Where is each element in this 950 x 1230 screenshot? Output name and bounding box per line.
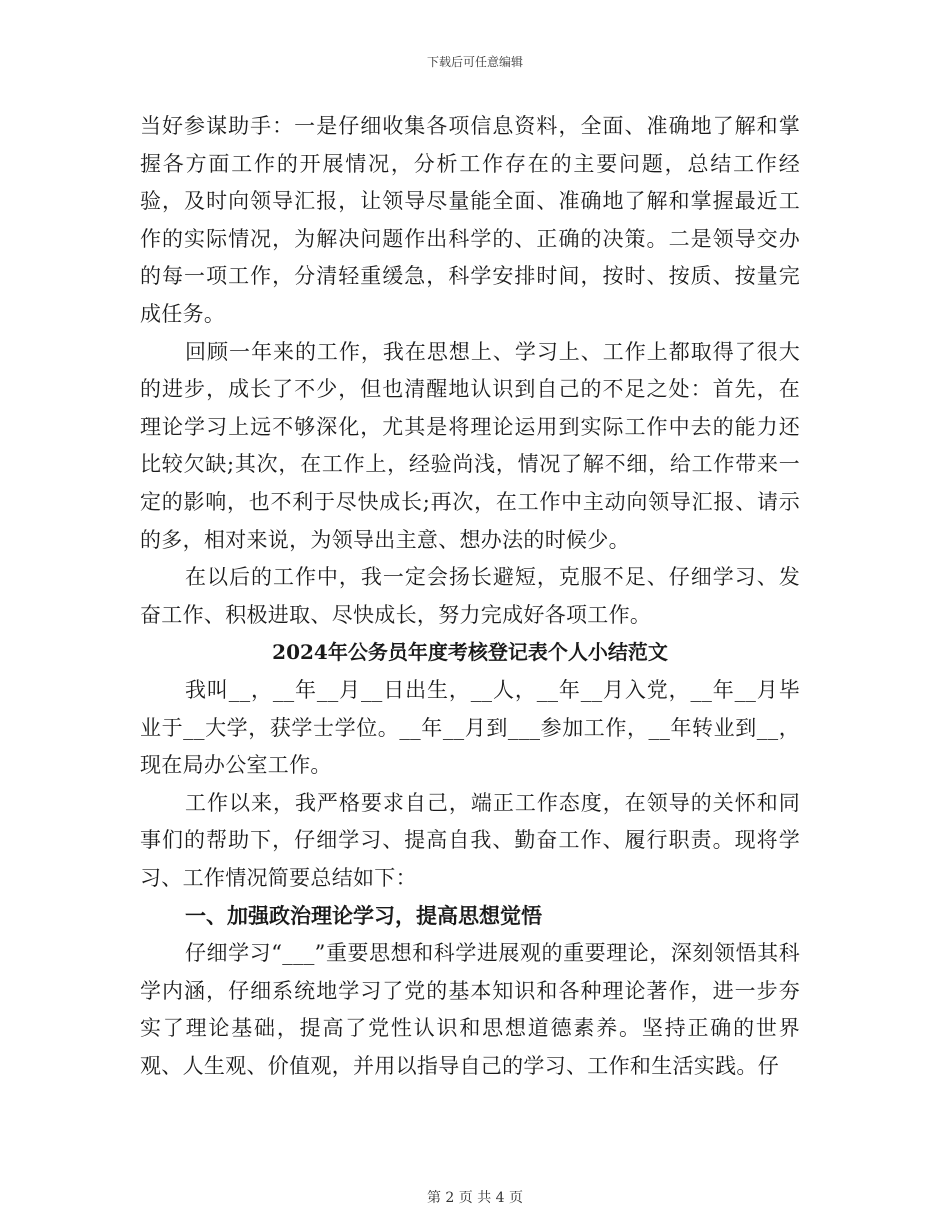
paragraph-5: 工作以来，我严格要求自己，端正工作态度，在领导的关怀和同事们的帮助下，仔细学习、提高自我、勤奋工作、履行职责。现将学习、工作情况简要总结如下： — [140, 790, 800, 890]
paragraph-4: 我叫__，__年__月__日出生，__人，__年__月入党，__年__月毕业于__大学，获学士学位。__年__月到___参加工作，__年转业到__，现在局办公室工作。 — [140, 677, 800, 778]
page-header: 下载后可任意编辑 — [426, 55, 523, 69]
page-footer: 第 2 页 共 4 页 — [426, 1190, 524, 1206]
section-heading-1: 一、加强政治理论学习，提高思想觉悟 — [185, 903, 542, 929]
document-title: 2024年公务员年度考核登记表个人小结范文 — [272, 640, 668, 665]
paragraph-6: 仔细学习“___”重要思想和科学进展观的重要理论，深刻领悟其科学内涵，仔细系统地学习了党的基本知识和各种理论著作，进一步夯实了理论基础，提高了党性认识和思想道德素养。坚持正确的世界观、人生观、价值观，并用以指导自己的学习、工作和生活实践。仔 — [140, 941, 800, 1078]
paragraph-2: 回顾一年来的工作，我在思想上、学习上、工作上都取得了很大的进步，成长了不少，但也清醒地认识到自己的不足之处：首先，在理论学习上远不够深化，尤其是将理论运用到实际工作中去的能力还比较欠缺;其次，在工作上，经验尚浅，情况了解不细，给工作带来一定的影响，也不利于尽快成长;再次，在工作中主动向领导汇报、请示的多，相对来说，为领导出主意、想办法的时候少。 — [140, 339, 800, 552]
paragraph-3: 在以后的工作中，我一定会扬长避短，克服不足、仔细学习、发奋工作、积极进取、尽快成长，努力完成好各项工作。 — [140, 565, 800, 627]
document-body — [140, 108, 800, 1085]
paragraph-1: 当好参谋助手：一是仔细收集各项信息资料，全面、准确地了解和掌握各方面工作的开展情况，分析工作存在的主要问题，总结工作经验，及时向领导汇报，让领导尽量能全面、准确地了解和掌握最近工作的实际情况，为解决问题作出科学的、正确的决策。二是领导交办的每一项工作，分清轻重缓急，科学安排时间，按时、按质、按量完成任务。 — [140, 114, 800, 326]
